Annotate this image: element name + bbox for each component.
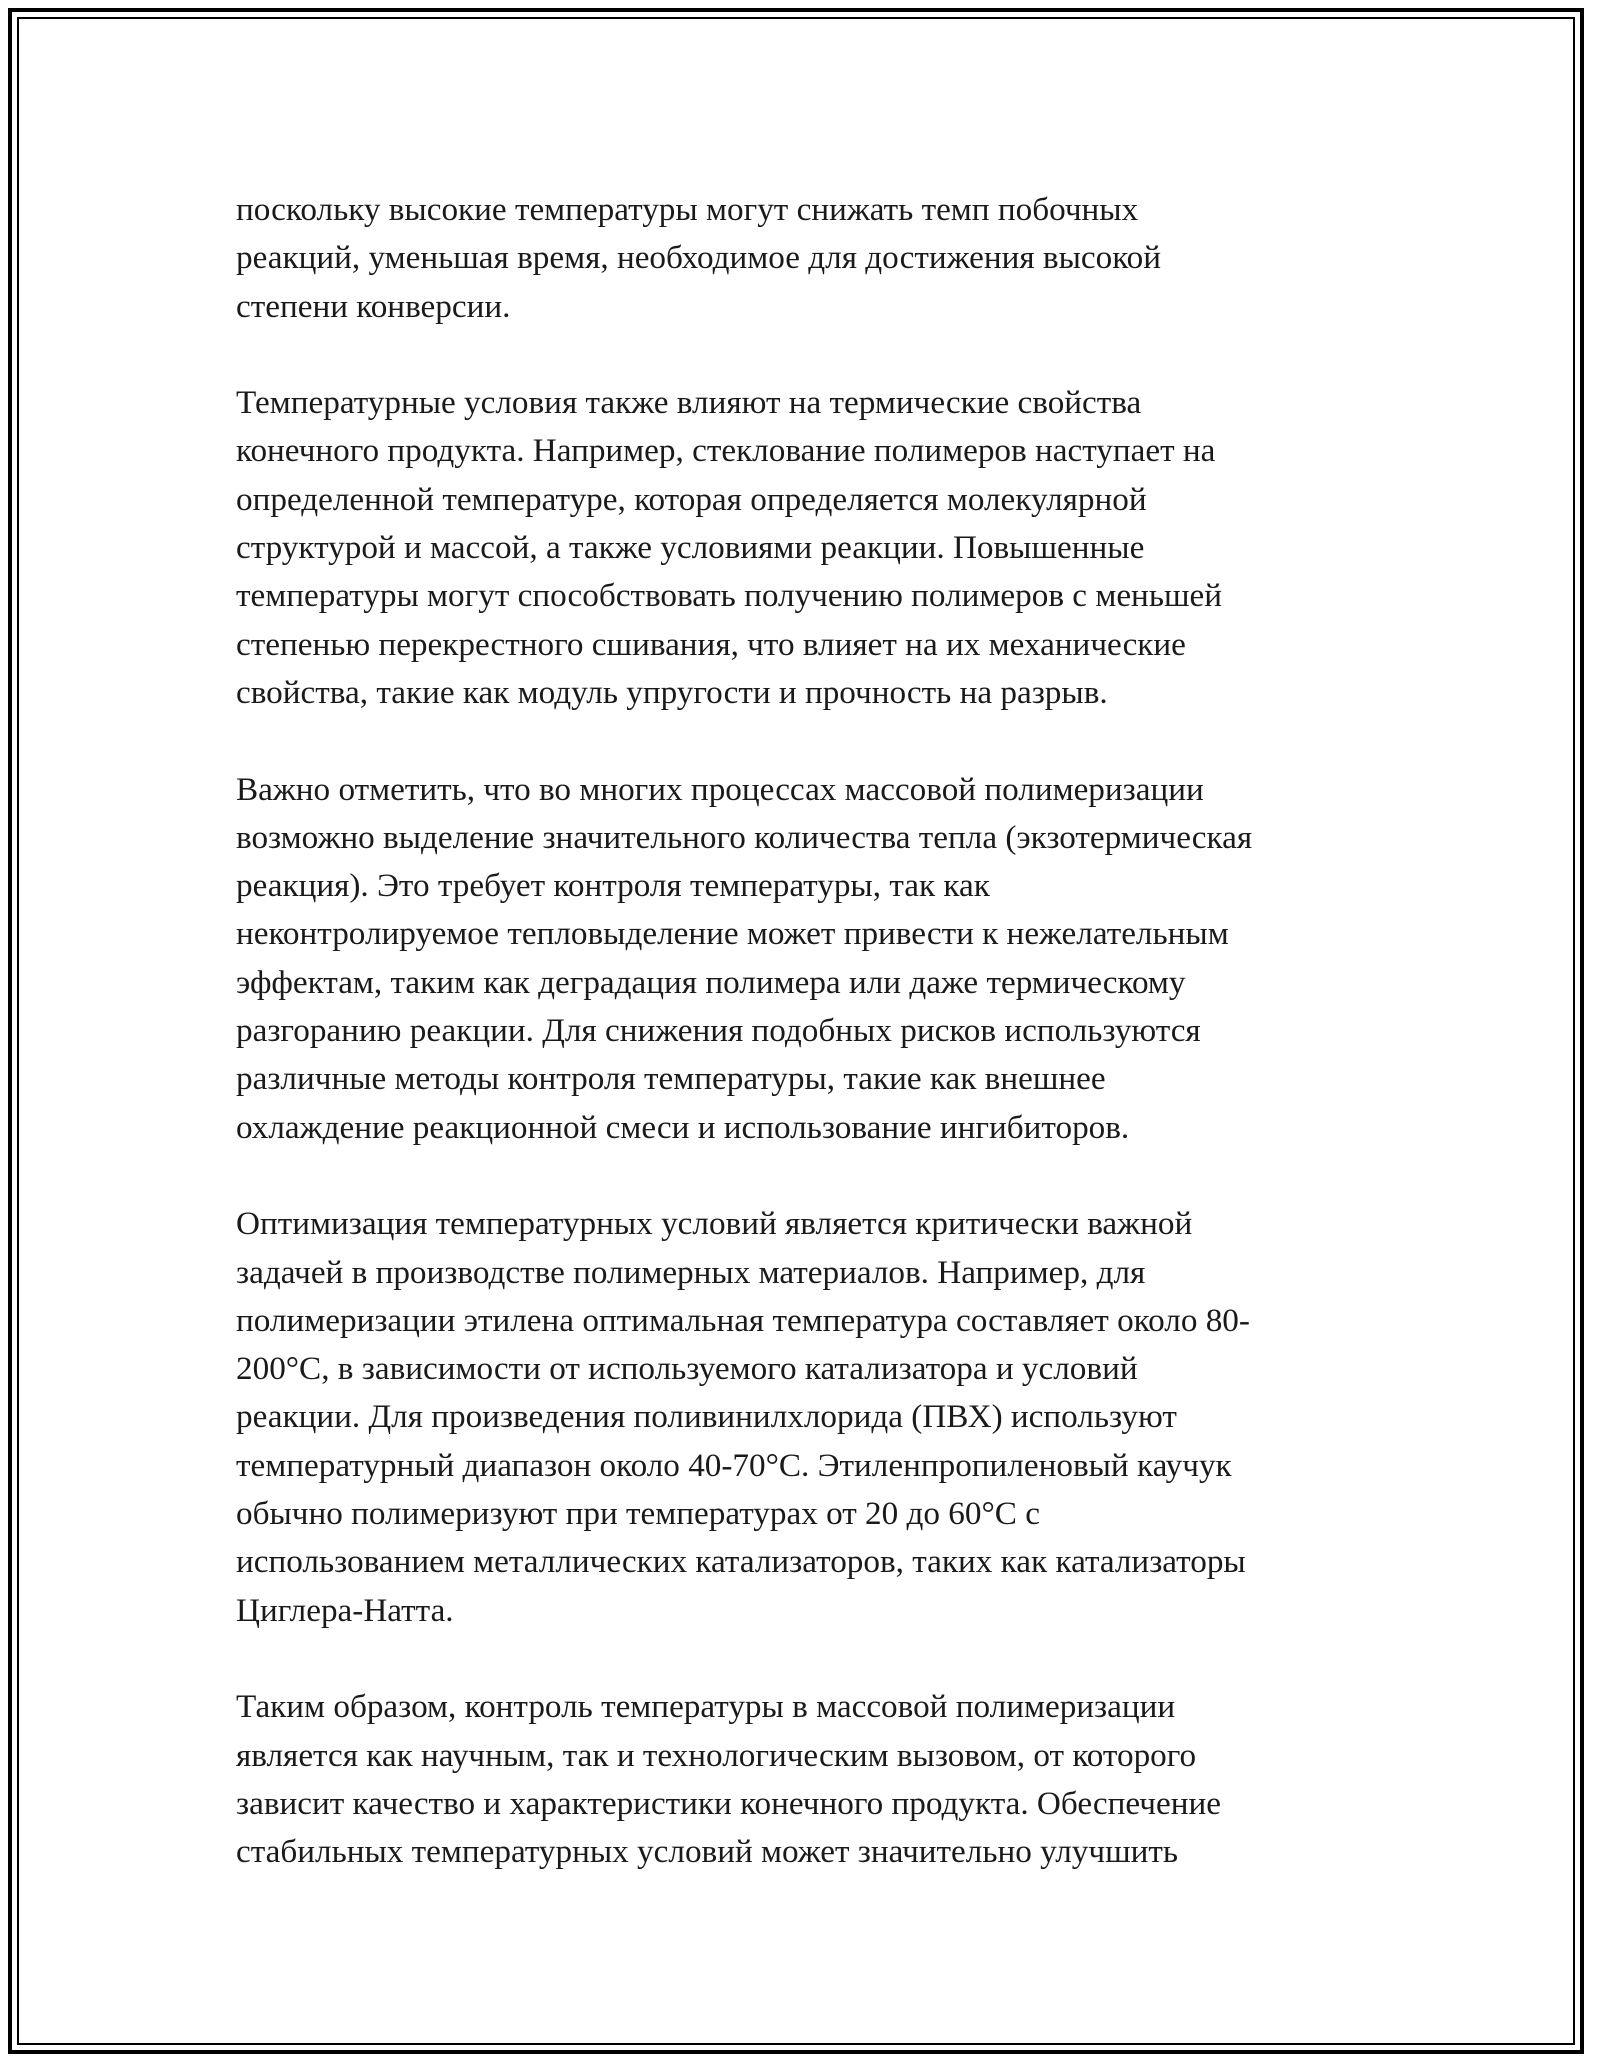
text-line: разгоранию реакции. Для снижения подобных рисков используются — [236, 1012, 1201, 1050]
text-line: поскольку высокие температуры могут снижать темп побочных — [236, 191, 1139, 228]
text-line: задачей в производстве полимерных материалов. Например, для — [236, 1253, 1146, 1291]
text-line: Таким образом, контроль температуры в массовой полимеризации — [236, 1688, 1176, 1726]
text-line: стабильных температурных условий может значительно улучшить — [236, 1833, 1179, 1871]
text-line: реакция). Это требует контроля температуры, так как — [236, 867, 990, 905]
text-line: эффектам, таким как деградация полимера или даже термическому — [236, 963, 1186, 1001]
text-line: обычно полимеризуют при температурах от 20 до 60°C с — [236, 1495, 1040, 1533]
text-line: является как научным, так и технологическим вызовом, от которого — [236, 1736, 1197, 1774]
text-line: температуры могут способствовать получению полимеров с меньшей — [236, 577, 1222, 615]
text-line: различные методы контроля температуры, такие как внешнее — [236, 1060, 1106, 1098]
text-line: степени конверсии. — [236, 287, 511, 325]
text-line: реакции. Для произведения поливинилхлорида (ПВХ) используют — [236, 1398, 1177, 1436]
text-line: свойства, такие как модуль упругости и прочность на разрыв. — [236, 673, 1108, 711]
paragraph-4 — [236, 1200, 1396, 1635]
paragraph-3 — [236, 766, 1396, 1152]
text-line: неконтролируемое тепловыделение может привести к нежелательным — [236, 915, 1229, 953]
text-line: Важно отметить, что во многих процессах массовой полимеризации — [236, 770, 1204, 808]
text-line: Циглера-Натта. — [236, 1591, 454, 1629]
text-line: охлаждение реакционной смеси и использование ингибиторов. — [236, 1108, 1130, 1146]
paragraph-2 — [236, 379, 1396, 717]
text-line: температурный диапазон около 40-70°C. Этиленпропиленовый каучук — [236, 1446, 1232, 1484]
text-line: реакций, уменьшая время, необходимое для достижения высокой — [236, 239, 1161, 277]
text-line: возможно выделение значительного количества тепла (экзотермическая — [236, 818, 1253, 856]
paragraph-5 — [236, 1683, 1396, 1876]
text-line: степенью перекрестного сшивания, что влияет на их механические — [236, 625, 1186, 663]
text-line: Оптимизация температурных условий является критически важной — [236, 1205, 1193, 1243]
paragraph-1 — [236, 186, 1396, 331]
text-line: структурой и массой, а также условиями реакции. Повышенные — [236, 529, 1145, 567]
text-line: зависит качество и характеристики конечного продукта. Обеспечение — [236, 1784, 1221, 1822]
text-line: Температурные условия также влияют на термические свойства — [236, 384, 1142, 422]
text-line: полимеризации этилена оптимальная температура составляет около 80- — [236, 1301, 1250, 1339]
text-line: использованием металлических катализаторов, таких как катализаторы — [236, 1543, 1246, 1581]
text-line: конечного продукта. Например, стеклование полимеров наступает на — [236, 432, 1216, 470]
text-line: 200°C, в зависимости от используемого катализатора и условий — [236, 1350, 1138, 1388]
document-body — [236, 186, 1396, 1876]
text-line: определенной температуре, которая определяется молекулярной — [236, 480, 1147, 518]
